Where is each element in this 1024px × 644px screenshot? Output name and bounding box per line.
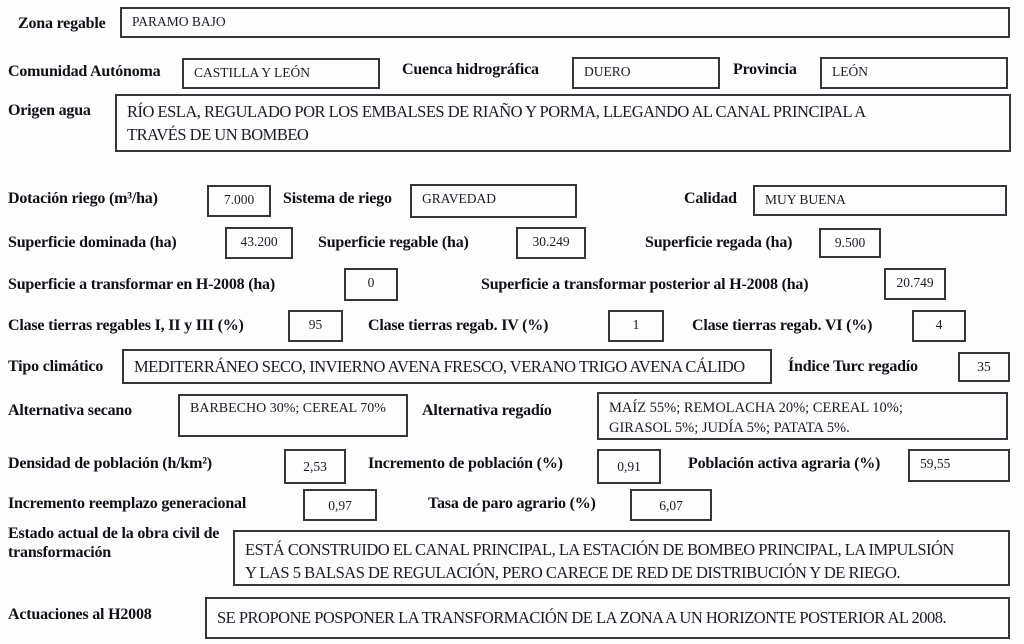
comunidad-autonoma-label: Comunidad Autónoma — [8, 63, 161, 80]
comunidad-autonoma-field — [182, 58, 380, 89]
dotacion-riego-value: 7.000 — [223, 192, 255, 207]
densidad-poblacion-field — [284, 449, 346, 484]
tipo-climatico-label: Tipo climático — [8, 358, 104, 375]
provincia-field — [820, 57, 1008, 89]
reemplazo-generacional-value: 0,97 — [328, 498, 352, 513]
indice-turc-field — [958, 352, 1010, 382]
superficie-transformar-h2008-field — [344, 268, 398, 301]
zona-regable-field — [120, 7, 1010, 38]
superficie-dominada-label: Superficie dominada (ha) — [8, 234, 177, 251]
superficie-transformar-h2008-label: Superficie a transformar en H-2008 (ha) — [8, 276, 275, 293]
actuaciones-h2008-label: Actuaciones al H2008 — [8, 606, 152, 623]
clase-tierras-4-label: Clase tierras regab. IV (%) — [368, 317, 549, 334]
origen-agua-value: RÍO ESLA, REGULADO POR LOS EMBALSES DE RIAÑO Y PORMA, LLEGANDO AL CANAL PRINCIPAL A TRAVÉS DE UN BOMBEO — [127, 102, 865, 144]
comunidad-autonoma-value: CASTILLA Y LEÓN — [194, 65, 310, 80]
sistema-riego-field — [410, 184, 577, 218]
estado-obra-civil-field — [233, 530, 1010, 586]
estado-obra-civil-value: ESTÁ CONSTRUIDO EL CANAL PRINCIPAL, LA ESTACIÓN DE BOMBEO PRINCIPAL, LA IMPULSIÓN Y LAS 5 BALSAS DE REGULACIÓN, PERO CARECE DE RED DE DISTRIBUCIÓN Y DE RIEGO. — [245, 540, 954, 582]
clase-tierras-4-value: 1 — [632, 317, 640, 332]
superficie-transformar-h2008-value: 0 — [367, 275, 375, 290]
sistema-riego-value: GRAVEDAD — [422, 191, 497, 206]
tasa-paro-agrario-value: 6,07 — [659, 498, 683, 513]
reemplazo-generacional-label: Incremento reemplazo generacional — [8, 495, 247, 512]
tipo-climatico-value: MEDITERRÁNEO SECO, INVIERNO AVENA FRESCO, VERANO TRIGO AVENA CÁLIDO — [134, 357, 745, 376]
superficie-posterior-h2008-value: 20.749 — [896, 275, 934, 290]
cuenca-hidrografica-field — [572, 57, 720, 89]
alternativa-regadio-field — [597, 392, 1008, 440]
sistema-riego-label: Sistema de riego — [283, 190, 392, 207]
reemplazo-generacional-field — [303, 489, 377, 521]
tasa-paro-agrario-label: Tasa de paro agrario (%) — [428, 495, 596, 512]
alternativa-regadio-label: Alternativa regadío — [422, 402, 552, 419]
superficie-regable-value: 30.249 — [532, 234, 570, 249]
superficie-regada-label: Superficie regada (ha) — [645, 234, 793, 251]
clase-tierras-123-label: Clase tierras regables I, II y III (%) — [8, 317, 244, 334]
alternativa-regadio-value: MAÍZ 55%; REMOLACHA 20%; CEREAL 10%; GIRASOL 5%; JUDÍA 5%; PATATA 5%. — [609, 400, 903, 436]
tasa-paro-agrario-field — [630, 489, 712, 521]
zona-regable-value: PARAMO BAJO — [132, 14, 226, 29]
origen-agua-field — [115, 94, 1011, 152]
clase-tierras-6-value: 4 — [935, 317, 943, 332]
dotacion-riego-field — [207, 185, 271, 217]
actuaciones-h2008-field — [205, 597, 1010, 639]
calidad-value: MUY BUENA — [765, 192, 846, 207]
clase-tierras-6-field — [912, 310, 966, 342]
indice-turc-value: 35 — [977, 359, 991, 374]
estado-obra-civil-label: Estado actual de la obra civil de transformación — [8, 525, 220, 561]
alternativa-secano-field — [178, 394, 408, 437]
superficie-posterior-h2008-label: Superficie a transformar posterior al H-2008 (ha) — [481, 276, 809, 293]
clase-tierras-4-field — [608, 310, 664, 342]
dotacion-riego-label: Dotación riego (m³/ha) — [8, 190, 158, 207]
origen-agua-label: Origen agua — [8, 102, 91, 119]
cuenca-hidrografica-label: Cuenca hidrográfica — [402, 61, 539, 78]
clase-tierras-6-label: Clase tierras regab. VI (%) — [692, 317, 873, 334]
superficie-regada-value: 9.500 — [834, 235, 866, 250]
superficie-regable-field — [516, 227, 586, 259]
alternativa-secano-value: BARBECHO 30%; CEREAL 70% — [190, 401, 386, 416]
indice-turc-label: Índice Turc regadío — [788, 358, 918, 375]
superficie-regable-label: Superficie regable (ha) — [318, 234, 469, 251]
cuenca-hidrografica-value: DUERO — [584, 64, 631, 79]
provincia-label: Provincia — [733, 61, 797, 78]
tipo-climatico-field — [122, 349, 772, 384]
calidad-label: Calidad — [684, 190, 737, 207]
incremento-poblacion-label: Incremento de población (%) — [368, 455, 563, 472]
poblacion-activa-value: 59,55 — [920, 456, 951, 471]
zona-regable-label: Zona regable — [18, 15, 106, 32]
provincia-value: LEÓN — [832, 64, 868, 79]
densidad-poblacion-label: Densidad de población (h/km²) — [8, 455, 212, 472]
incremento-poblacion-field — [597, 449, 661, 484]
poblacion-activa-field — [908, 449, 1010, 482]
incremento-poblacion-value: 0,91 — [617, 459, 641, 474]
alternativa-secano-label: Alternativa secano — [8, 402, 132, 419]
clase-tierras-123-value: 95 — [308, 317, 323, 332]
superficie-regada-field — [819, 228, 881, 258]
clase-tierras-123-field — [288, 310, 343, 342]
superficie-dominada-value: 43.200 — [240, 234, 278, 249]
poblacion-activa-label: Población activa agraria (%) — [688, 455, 881, 472]
superficie-posterior-h2008-field — [884, 268, 946, 300]
actuaciones-h2008-value: SE PROPONE POSPONER LA TRANSFORMACIÓN DE LA ZONA A UN HORIZONTE POSTERIOR AL 2008. — [217, 608, 947, 627]
superficie-dominada-field — [225, 227, 293, 259]
calidad-field — [753, 185, 1007, 216]
densidad-poblacion-value: 2,53 — [303, 459, 327, 474]
